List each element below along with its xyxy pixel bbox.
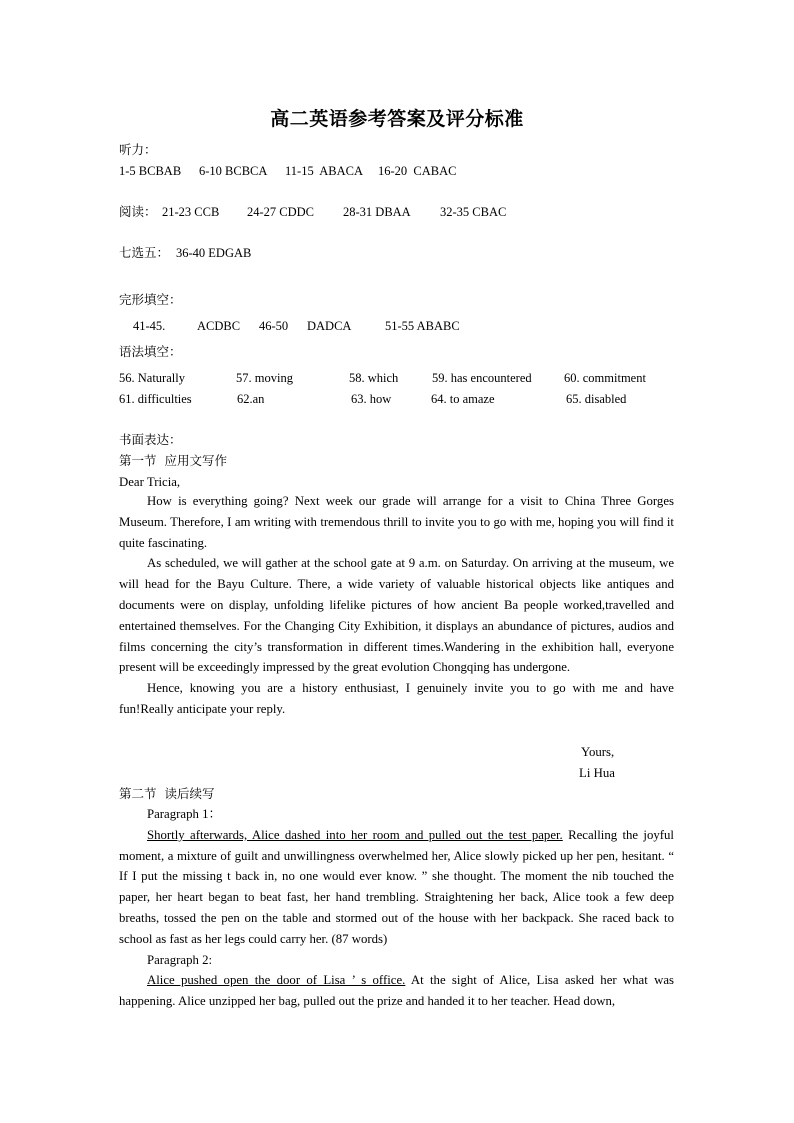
given-opening-sentence: Shortly afterwards, Alice dashed into her room and pulled out the test paper. — [147, 827, 563, 842]
listening-label: 听力： — [119, 142, 157, 157]
grammar-item: 65. disabled — [566, 392, 627, 406]
listening-group: 16-20 CABAC — [378, 164, 457, 178]
reading-group: 32-35 CBAC — [440, 205, 507, 219]
cloze-item: 41-45. — [133, 319, 166, 333]
grammar-item: 59. has encountered — [432, 371, 532, 385]
grammar-item: 63. how — [351, 392, 392, 406]
cloze-item: DADCA — [307, 319, 352, 333]
listening-group: 1-5 BCBAB — [119, 164, 182, 178]
continuation-text: Recalling the joyful moment, a mixture of guilt and unwillingness overwhelmed her, Alice slowly picked up her pen, hesitant. “ If I put the missing t back in, no one would ever know. ” she thought. The moment the nib touched the paper, her heart began to beat fast, her hand trembling. Straightening her back, Alice took a few deep breaths, tossed the pen on the table and stormed out of the house with her backpack. She raced back to school as fast as her legs could carry her. (87 words) — [119, 827, 674, 946]
letter-body — [119, 491, 674, 720]
section2-heading: 第二节 读后续写 — [119, 786, 215, 801]
page-title: 高二英语参考答案及评分标准 — [270, 108, 524, 130]
reading-group: 24-27 CDDC — [247, 205, 315, 219]
paragraph-label: Paragraph 2: — [147, 952, 213, 967]
grammar-item: 58. which — [349, 371, 399, 385]
cloze-item: ACDBC — [197, 319, 241, 333]
cloze-label: 完形填空： — [119, 292, 182, 307]
continuation-writing — [119, 804, 674, 1012]
listening-group: 6-10 BCBCA — [199, 164, 268, 178]
continuation-paragraph-1 — [119, 825, 674, 950]
cloze-item: 46-50 — [259, 319, 289, 333]
letter-greeting: Dear Tricia, — [119, 475, 181, 489]
grammar-item: 64. to amaze — [431, 392, 495, 406]
seven-choose-five-label: 七选五： — [119, 245, 170, 260]
seven-choose-five-answer: 36-40 EDGAB — [176, 246, 252, 260]
reading-label: 阅读： — [119, 204, 157, 219]
reading-group: 21-23 CCB — [162, 205, 220, 219]
letter-paragraph: As scheduled, we will gather at the school gate at 9 a.m. on Saturday. On arriving at the museum, we will head for the Bayu Culture. There, a wide variety of valuable historical objects like antiques and documents were on display, unfolding lifelike pictures of how ancient Ba people worked,travelled and entertained themselves. For the Changing City Exhibition, it displays an abundance of pictures, audios and films concerning the city’s transformation in different times.Wandering in the exhibition hall, everyone present will be exceedingly impressed by the great evolution Chongqing has undergone. — [119, 556, 674, 675]
given-opening-sentence: Alice pushed open the door of Lisa ’ s office. — [147, 973, 406, 988]
section1-heading: 第一节 应用文写作 — [119, 453, 227, 468]
grammar-item: 61. difficulties — [119, 392, 192, 406]
grammar-item: 62.an — [237, 392, 265, 406]
letter-paragraph: Hence, knowing you are a history enthusiast, I genuinely invite you to go with me and have fun!Really anticipate your reply. — [119, 681, 674, 716]
grammar-label: 语法填空： — [119, 344, 182, 359]
writing-label: 书面表达： — [119, 432, 182, 447]
letter-signature: Li Hua — [579, 766, 615, 780]
cloze-item: 51-55 ABABC — [385, 319, 460, 333]
continuation-paragraph-2 — [119, 970, 674, 1012]
paragraph-label: Paragraph 1： — [147, 807, 222, 821]
listening-group: 11-15 ABACA — [285, 164, 364, 178]
letter-closing: Yours, — [581, 745, 615, 759]
grammar-item: 56. Naturally — [119, 371, 185, 385]
reading-group: 28-31 DBAA — [343, 205, 411, 219]
grammar-item: 60. commitment — [564, 371, 646, 385]
letter-paragraph: How is everything going? Next week our grade will arrange for a visit to China Three Gorges Museum. Therefore, I am writing with tremendous thrill to invite you to go with me, hoping you will find it quite fascinating. — [119, 494, 674, 550]
grammar-item: 57. moving — [236, 371, 293, 385]
continuation-text: At the sight of Alice, Lisa asked her what was happening. Alice unzipped her bag, pulled out the prize and handed it to her teacher. Head down, — [119, 973, 674, 1009]
